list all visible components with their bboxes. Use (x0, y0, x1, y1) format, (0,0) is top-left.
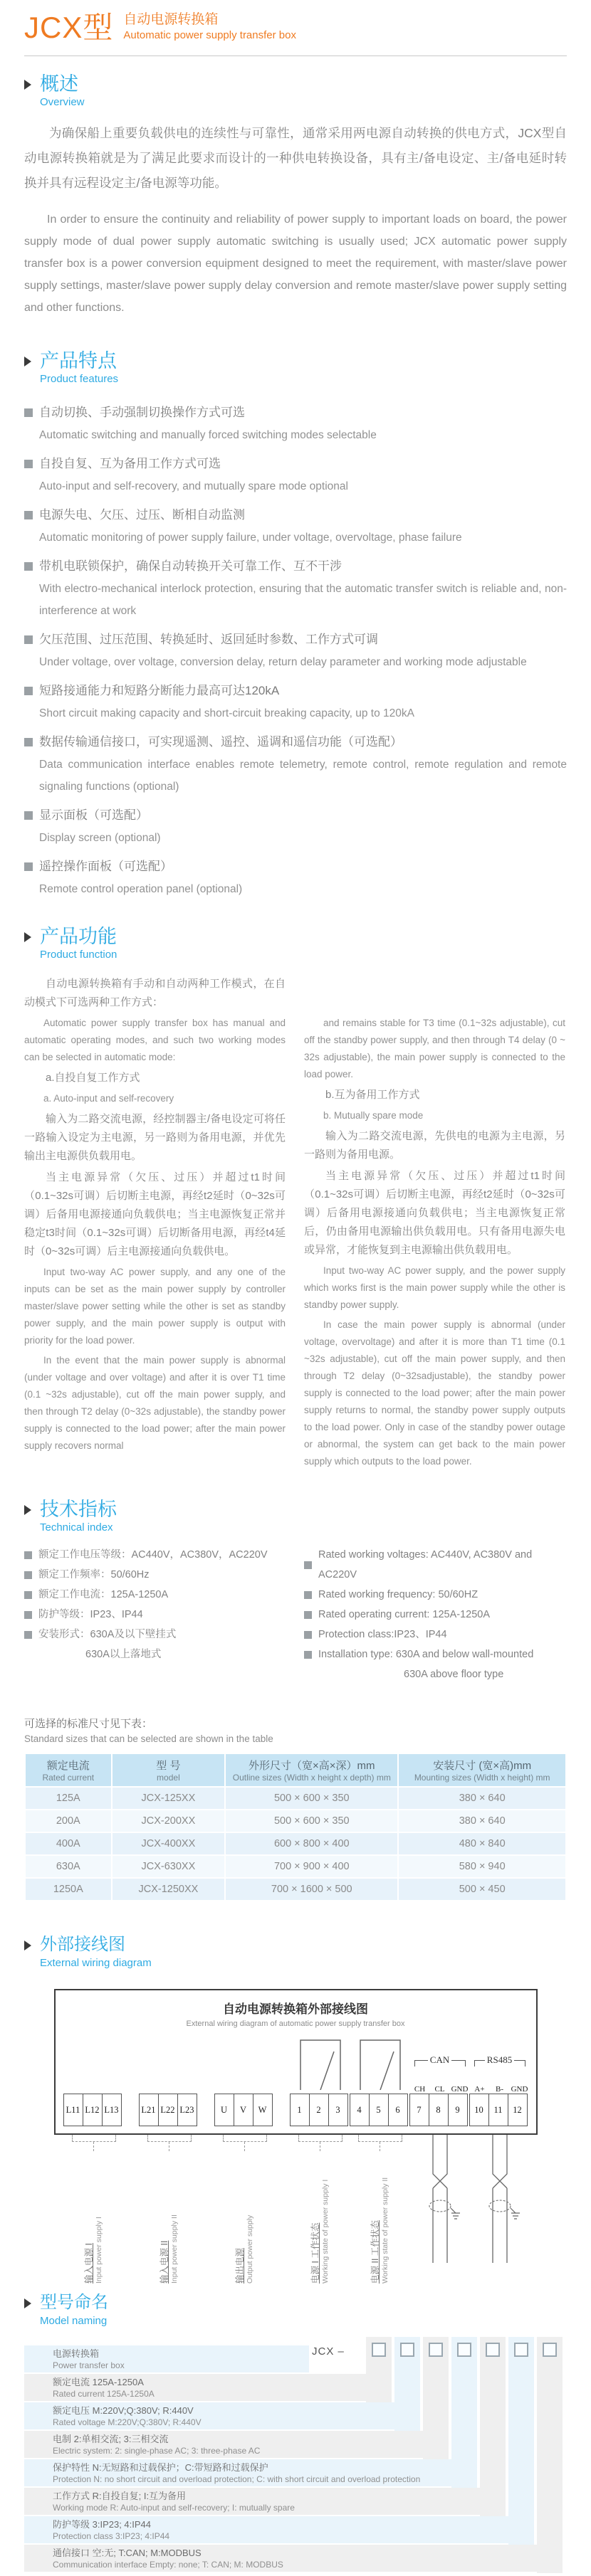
naming-row-en: Rated voltage M:220V;Q:380V; R:440V (53, 2417, 202, 2427)
model-digit-stripe (508, 2337, 534, 2545)
bullet-square-icon (24, 460, 33, 468)
tech-heading-zh: 技术指标 (40, 1499, 117, 1520)
terminal: 9 (448, 2094, 468, 2126)
bullet-square-icon (24, 408, 33, 417)
page-header (24, 9, 567, 44)
dashed-stem-icon (93, 2142, 94, 2151)
under-label-state2 (350, 2135, 410, 2285)
section-arrow-icon (24, 80, 31, 90)
naming-row-en: Power transfer box (53, 2360, 125, 2370)
cell-model: JCX-400XX (112, 1832, 226, 1855)
twisted-pair-rs485 (470, 2135, 530, 2285)
function-paragraph: Automatic power supply transfer box has manual and automatic operating modes, and such two working modes can be selected in automatic mode: (24, 1018, 286, 1062)
sizes-note-en: Standard sizes that can be selected are shown in the table (24, 1733, 273, 1744)
function-heading-en: Product function (40, 949, 117, 961)
overview-heading (24, 73, 567, 110)
section-function (24, 926, 567, 1473)
section-arrow-icon (24, 1505, 31, 1515)
function-paragraph: b.互为备用工作方式 (325, 1089, 420, 1101)
under-label-en: Working state of power supply II (380, 2177, 389, 2284)
naming-row-zh: 额定电压 M:220V;Q:380V; R:440V (53, 2405, 194, 2416)
rs485-label: RS485 (486, 2054, 513, 2065)
feature-en: Display screen (optional) (39, 832, 161, 844)
dashed-bracket-icon (223, 2135, 267, 2142)
function-paragraph: 自动电源转换箱有手动和自动两种工作模式，在自动模式下可选两种工作方式： (24, 978, 286, 1008)
naming-row-en: Communication interface Empty: none; T: CAN; M: MODBUS (53, 2560, 283, 2570)
function-paragraph: 当主电源异常（欠压、过压）并超过t1时间（0.1~32s可调）后切断主电源，再经t2延时（0~32s可调）后备用电源接通向负载供电；当主电源恢复正常后，仍由备用电源输出供负载用电。只有备用电源失电或异常，才能恢复到主电源输出供负载用电。 (304, 1170, 565, 1256)
naming-row-en: Electric system: 2: single-phase AC; 3: three-phase AC (53, 2446, 261, 2456)
twisted-pair-can (410, 2135, 470, 2285)
feature-item (24, 628, 567, 673)
terminal-group-state2 (350, 2094, 410, 2126)
function-paragraph: 输入为二路交流电源，经控制器主/备电设定可将任一路输入设定为主电源，另一路则为备用电源，并优先输出主电源供负载用电。 (24, 1113, 286, 1162)
tech-item: Rated working voltages: AC440V, AC380V and AC220V (318, 1549, 533, 1580)
bullet-square-icon (24, 1591, 32, 1599)
pin-label: GND (511, 2085, 528, 2094)
function-paragraph: Input two-way AC power supply, and any one of the inputs can be set as the main power supply by controller master/slave power setting while the other is set as standby power supply, and the main power supply is output with priority for the load power. (24, 1267, 286, 1346)
model-digit-box (514, 2343, 528, 2357)
feature-zh: 自投自复、互为备用工作方式可选 (39, 457, 221, 470)
naming-row-en: Working mode R: Auto-input and self-recovery; I: mutually spare (53, 2503, 295, 2513)
cell-rated-current: 1250A (25, 1878, 112, 1901)
tech-item: Protection class:IP23、IP44 (318, 1629, 447, 1640)
bullet-square-icon (24, 635, 33, 644)
naming-row (24, 2545, 563, 2572)
terminal: 11 (488, 2094, 508, 2126)
function-paragraph: b. Mutually spare mode (323, 1110, 424, 1121)
cell-rated-current: 200A (25, 1810, 112, 1832)
function-paragraph: In the event that the main power supply is abnormal (under voltage and over voltage) and after it is over T1 time (0.1 ~32s adjustable), cut off the main power supply, and then through T2 delay (0~32s adjustable), the standby power supply is connected to the load power; after the main power supply recovers normal (24, 1355, 286, 1451)
cell-model: JCX-630XX (112, 1855, 226, 1878)
naming-heading-zh: 型号命名 (40, 2293, 108, 2312)
wiring-box (54, 1989, 538, 2135)
bullet-square-icon (24, 562, 33, 571)
dashed-bracket-icon (298, 2135, 342, 2142)
terminal: 7 (409, 2094, 429, 2126)
wiring-under-labels (64, 2135, 528, 2285)
terminal: L22 (158, 2094, 178, 2126)
feature-item (24, 855, 567, 900)
cell-outline-size: 700 × 1600 × 500 (225, 1878, 398, 1901)
under-label-zh: 电源 II 工作状态 (370, 2220, 380, 2284)
terminal-group-can (410, 2094, 470, 2126)
bullet-square-icon (304, 1561, 312, 1569)
tech-heading (24, 1499, 567, 1535)
feature-en: Under voltage, over voltage, conversion delay, return delay parameter and working mode adjustable (39, 656, 527, 668)
col-header-zh: 型 号 (156, 1760, 181, 1772)
tech-left-column (24, 1545, 286, 1684)
naming-row (24, 2402, 420, 2429)
bullet-square-icon (24, 738, 33, 746)
rs485-bus-labels (470, 2054, 530, 2094)
tech-item: 额定工作电压等级：AC440V，AC380V，AC220V (38, 1549, 268, 1561)
naming-row-zh: 防护等级 3:IP23; 4:IP44 (53, 2519, 152, 2530)
relay-switch-icon (350, 2030, 410, 2090)
pin-label: CH (414, 2085, 426, 2094)
terminal: W (253, 2094, 273, 2126)
section-arrow-icon (24, 1941, 31, 1951)
under-label-state1 (291, 2135, 350, 2285)
col-header-zh: 安装尺寸 (宽×高)mm (433, 1760, 532, 1772)
overview-paragraph-zh: 为确保船上重要负载供电的连续性与可靠性，通常采用两电源自动转换的供电方式，JCX型自动电源转换箱就是为了满足此要求而设计的一种供电转换设备，具有主/备电设定、主/备电延时转换并具有远程设定主/备电源等功能。 (24, 126, 567, 190)
bracket-left-icon (474, 2060, 485, 2066)
naming-heading-en: Model naming (40, 2315, 108, 2327)
sizes-block (24, 1716, 567, 1901)
terminal: L21 (139, 2094, 159, 2126)
terminal: 12 (508, 2094, 528, 2126)
bullet-square-icon (304, 1651, 312, 1659)
col-header-en: Rated current (42, 1773, 95, 1783)
bracket-left-icon (414, 2060, 428, 2066)
naming-row (24, 2345, 309, 2372)
terminal-group-rs485 (470, 2094, 530, 2126)
features-list (24, 401, 567, 900)
col-header-en: Outline sizes (Width x height x depth) mm (232, 1773, 391, 1783)
under-label-en: Input power supply II (169, 2215, 179, 2284)
model-digit-box (400, 2343, 414, 2357)
function-columns (24, 972, 567, 1473)
terminal: L12 (83, 2094, 103, 2126)
naming-row (24, 2374, 392, 2401)
terminal: 4 (350, 2094, 370, 2126)
col-header-en: model (157, 1773, 180, 1783)
bullet-square-icon (24, 1631, 32, 1639)
feature-en: Short circuit making capacity and short-circuit breaking capacity, up to 120kA (39, 707, 414, 719)
function-paragraph: In case the main power supply is abnormal (under voltage, overvoltage) and after it is more than T1 time (0.1 ~32s adjustable), cut off the main power supply, and then through T2 delay (0~32sadjustable), the standby power supply is connected to the load power; after the main power supply returns to normal, the standby power supply outputs to the load power. Only in case of the standby power outage or abnormal, the system can get back to the main power supply which outputs to the load power. (304, 1319, 565, 1467)
feature-zh: 遥控操作面板（可选配） (39, 860, 172, 873)
under-label-zh: 电源 I 工作状态 (310, 2222, 320, 2284)
function-right-column (304, 972, 565, 1473)
can-label: CAN (429, 2054, 450, 2065)
features-heading-en: Product features (40, 373, 119, 385)
feature-en: Automatic monitoring of power supply failure, under voltage, overvoltage, phase failure (39, 532, 462, 544)
pin-label: GND (451, 2085, 469, 2094)
cell-rated-current: 630A (25, 1855, 112, 1878)
section-wiring (24, 1934, 567, 2285)
tech-item-continued: 630A以上落地式 (85, 1649, 162, 1660)
model-digit-box (429, 2343, 443, 2357)
feature-zh: 短路接通能力和短路分断能力最高可达120kA (39, 684, 280, 697)
bullet-square-icon (24, 511, 33, 519)
function-left-column (24, 972, 286, 1473)
feature-en: Remote control operation panel (optional) (39, 883, 243, 895)
pin-label: CL (434, 2085, 445, 2094)
twisted-pair-cable-icon (420, 2135, 460, 2263)
wiring-top-decorations (64, 2031, 528, 2094)
pin-label: A+ (474, 2085, 485, 2094)
under-label-zh: 输入电源 I (83, 2243, 94, 2284)
overview-paragraph-en: In order to ensure the continuity and reliability of power supply to important loads on board, the power supply mode of dual power supply automatic switching is usually used; JCX automatic power supply transfer box is a power conversion equipment designed to meet the requirement, with master/slave power supply settings, master/slave power supply delay conversion and remote master/slave power supply setting and other functions. (24, 213, 567, 314)
feature-zh: 欠压范围、过压范围、转换延时、返回延时参数、工作方式可调 (39, 633, 378, 646)
section-overview (24, 73, 567, 319)
feature-item (24, 803, 567, 849)
naming-row (24, 2488, 506, 2515)
feature-zh: 电源失电、欠压、过压、断相自动监测 (39, 508, 245, 522)
col-header-en: Mounting sizes (Width x height) mm (414, 1773, 550, 1783)
naming-row-zh: 工作方式 R:自投自复; I:互为备用 (53, 2491, 187, 2501)
naming-row-zh: 额定电流 125A-1250A (53, 2377, 144, 2387)
cell-mounting-size: 480 × 840 (398, 1832, 566, 1855)
terminal: L23 (177, 2094, 197, 2126)
cell-outline-size: 700 × 900 × 400 (225, 1855, 398, 1878)
under-label-en: Working state of power supply I (320, 2179, 330, 2284)
pin-label: B- (496, 2085, 503, 2094)
function-paragraph: Input two-way AC power supply, and the power supply which works first is the main power supply while the other is standby power supply. (304, 1265, 565, 1310)
tech-item: Installation type: 630A and below wall-mounted (318, 1649, 534, 1660)
cell-rated-current: 125A (25, 1787, 112, 1810)
dashed-bracket-icon (147, 2135, 192, 2142)
product-subtitle (123, 11, 296, 43)
terminal: 8 (429, 2094, 449, 2126)
naming-row-zh: 电源转换箱 (53, 2348, 100, 2359)
overview-heading-en: Overview (40, 96, 85, 108)
terminal: 2 (309, 2094, 329, 2126)
cell-outline-size: 500 × 600 × 350 (225, 1810, 398, 1832)
cell-rated-current: 400A (25, 1832, 112, 1855)
terminal-group-state1 (291, 2094, 350, 2126)
terminal: 3 (328, 2094, 348, 2126)
terminal-group-input1 (64, 2094, 124, 2126)
section-arrow-icon (24, 357, 31, 366)
under-label-output (215, 2135, 275, 2285)
bullet-square-icon (24, 1551, 32, 1559)
feature-zh: 显示面板（可选配） (39, 808, 148, 822)
table-row (25, 1832, 566, 1855)
feature-zh: 自动切换、手动强制切换操作方式可选 (39, 406, 245, 419)
naming-row-en: Protection N: no short circuit and overload protection; C: with short circuit and overload protection (53, 2474, 421, 2484)
function-paragraph: and remains stable for T3 time (0.1~32s adjustable), cut off the standby power supply, and then through T4 delay (0 ~ 32s adjustable), the main power supply is connected to the load power. (304, 1018, 565, 1080)
function-heading (24, 926, 567, 962)
bullet-square-icon (24, 862, 33, 871)
bullet-square-icon (24, 1611, 32, 1619)
dashed-bracket-icon (358, 2135, 402, 2142)
terminal: 6 (388, 2094, 408, 2126)
naming-row-en: Rated current 125A-1250A (53, 2389, 155, 2399)
features-heading (24, 350, 567, 386)
tech-item-continued: 630A above floor type (404, 1669, 504, 1680)
naming-heading (24, 2292, 567, 2328)
overview-heading-zh: 概述 (40, 73, 78, 95)
section-arrow-icon (24, 2298, 31, 2308)
sizes-table (24, 1753, 567, 1901)
tech-right-column (304, 1545, 565, 1684)
naming-row-zh: 通信接口 空:无; T:CAN; M:MODBUS (53, 2548, 202, 2558)
wiring-title-en: External wiring diagram of automatic power supply transfer box (186, 2020, 405, 2028)
sizes-note-zh: 可选择的标准尺寸见下表： (24, 1718, 153, 1730)
terminal-group-input2 (140, 2094, 199, 2126)
wiring-heading-zh: 外部接线图 (40, 1935, 125, 1954)
col-header-zh: 外形尺寸（宽×高×深）mm (249, 1760, 375, 1772)
under-label-zh: 输出电源 (234, 2247, 245, 2284)
cell-mounting-size: 580 × 940 (398, 1855, 566, 1878)
terminal: U (214, 2094, 234, 2126)
tech-columns (24, 1545, 567, 1684)
model-digit-box (372, 2343, 386, 2357)
product-model-title: JCX型 (24, 11, 114, 44)
function-heading-zh: 产品功能 (40, 926, 117, 947)
terminal-strip (64, 2094, 528, 2126)
cell-model: JCX-125XX (112, 1787, 226, 1810)
naming-row (24, 2431, 449, 2458)
naming-row (24, 2459, 477, 2486)
wiring-heading-en: External wiring diagram (40, 1957, 152, 1969)
cell-outline-size: 500 × 600 × 350 (225, 1787, 398, 1810)
feature-item (24, 401, 567, 446)
under-label-input1 (64, 2135, 124, 2285)
cell-model: JCX-1250XX (112, 1878, 226, 1901)
terminal: V (234, 2094, 253, 2126)
feature-item (24, 554, 567, 622)
switch-symbol-1 (291, 2030, 350, 2094)
terminal: L13 (102, 2094, 122, 2126)
sizes-table-header-row (25, 1753, 566, 1787)
bracket-right-icon (451, 2060, 465, 2066)
feature-item (24, 503, 567, 549)
naming-row (24, 2516, 534, 2543)
twisted-pair-cable-icon (480, 2135, 520, 2263)
cell-mounting-size: 380 × 640 (398, 1787, 566, 1810)
under-label-en: Input power supply I (94, 2217, 103, 2284)
function-paragraph: a. Auto-input and self-recovery (43, 1093, 174, 1104)
naming-row-en: Protection class 3:IP23; 4:IP44 (53, 2531, 170, 2541)
under-label-en: Output power supply (245, 2215, 254, 2284)
section-arrow-icon (24, 932, 31, 942)
feature-item (24, 730, 567, 798)
cell-model: JCX-200XX (112, 1810, 226, 1832)
wiring-diagram (54, 1989, 538, 2285)
relay-switch-icon (291, 2030, 350, 2090)
tech-item: Rated operating current: 125A-1250A (318, 1609, 491, 1620)
section-naming (24, 2292, 567, 2576)
table-row (25, 1878, 566, 1901)
function-paragraph: a.自投自复工作方式 (46, 1072, 140, 1084)
terminal: L11 (63, 2094, 83, 2126)
cell-outline-size: 600 × 800 × 400 (225, 1832, 398, 1855)
dashed-bracket-icon (72, 2135, 116, 2142)
tech-item: 额定工作频率：50/60Hz (38, 1569, 150, 1580)
switch-symbol-2 (350, 2030, 410, 2094)
features-heading-zh: 产品特点 (40, 350, 117, 371)
terminal-group-output (215, 2094, 275, 2126)
bullet-square-icon (24, 1571, 32, 1579)
tech-item: 防护等级：IP23、IP44 (38, 1609, 143, 1620)
table-row (25, 1787, 566, 1810)
naming-row-zh: 保护特性 N:无短路和过载保护；C:带短路和过载保护 (53, 2462, 268, 2473)
terminal: 10 (469, 2094, 489, 2126)
model-digit-box (486, 2343, 500, 2357)
feature-item (24, 452, 567, 497)
product-subtitle-zh: 自动电源转换箱 (123, 12, 219, 27)
terminal: 1 (290, 2094, 310, 2126)
naming-row-zh: 电制 2:单相交流; 3:三相交流 (53, 2434, 169, 2444)
function-paragraph: 当主电源异常（欠压、过压）并超过t1时间（0.1~32s可调）后切断主电源，再经t2延时（0~32s可调）后备用电源接通向负载供电；当主电源恢复正常并稳定t3时间（0.1~32s可调）后切断备用电源，再经t4延时（0~32s可调）后主电源接通向负载供电。 (24, 1171, 286, 1257)
feature-en: With electro-mechanical interlock protection, ensuring that the automatic transfer switch is reliable and, non-interference at work (39, 583, 567, 617)
table-row (25, 1855, 566, 1878)
bracket-right-icon (514, 2060, 525, 2066)
cell-mounting-size: 380 × 640 (398, 1810, 566, 1832)
feature-item (24, 679, 567, 724)
model-digit-stripe (537, 2337, 563, 2573)
section-features (24, 350, 567, 900)
tech-item: 安装形式：630A及以下壁挂式 (38, 1629, 177, 1640)
terminal: 5 (369, 2094, 389, 2126)
feature-en: Data communication interface enables remote telemetry, remote control, remote regulation and remote signaling functions (optional) (39, 759, 567, 793)
col-header-zh: 额定电流 (46, 1760, 90, 1772)
feature-zh: 带机电联锁保护，确保自动转换开关可靠工作、互不干涉 (39, 559, 342, 573)
table-row (25, 1810, 566, 1832)
bullet-square-icon (304, 1631, 312, 1639)
wiring-heading (24, 1934, 567, 1970)
under-label-input2 (140, 2135, 199, 2285)
feature-zh: 数据传输通信接口，可实现遥测、遥控、遥调和遥信功能（可选配） (39, 735, 402, 749)
dashed-stem-icon (244, 2142, 245, 2151)
model-digit-box (543, 2343, 557, 2357)
under-label-zh: 输入电源 II (159, 2240, 169, 2284)
tech-item: Rated working frequency: 50/60HZ (318, 1589, 478, 1600)
feature-en: Auto-input and self-recovery, and mutually spare mode optional (39, 480, 348, 492)
wiring-title-zh: 自动电源转换箱外部接线图 (223, 2002, 368, 2016)
model-prefix: JCX – (312, 2345, 345, 2358)
model-naming-diagram (24, 2337, 565, 2576)
feature-en: Automatic switching and manually forced switching modes selectable (39, 429, 377, 441)
tech-item: 额定工作电流：125A-1250A (38, 1589, 169, 1600)
function-paragraph: 输入为二路交流电源，先供电的电源为主电源，另一路则为备用电源。 (304, 1130, 565, 1161)
cell-mounting-size: 500 × 450 (398, 1878, 566, 1901)
bullet-square-icon (24, 687, 33, 695)
section-tech (24, 1499, 567, 1684)
bullet-square-icon (304, 1611, 312, 1619)
bullet-square-icon (304, 1591, 312, 1599)
model-digit-box (457, 2343, 471, 2357)
bullet-square-icon (24, 811, 33, 820)
tech-heading-en: Technical index (40, 1521, 113, 1534)
can-bus-labels (410, 2054, 470, 2094)
product-subtitle-en: Automatic power supply transfer box (123, 29, 296, 41)
